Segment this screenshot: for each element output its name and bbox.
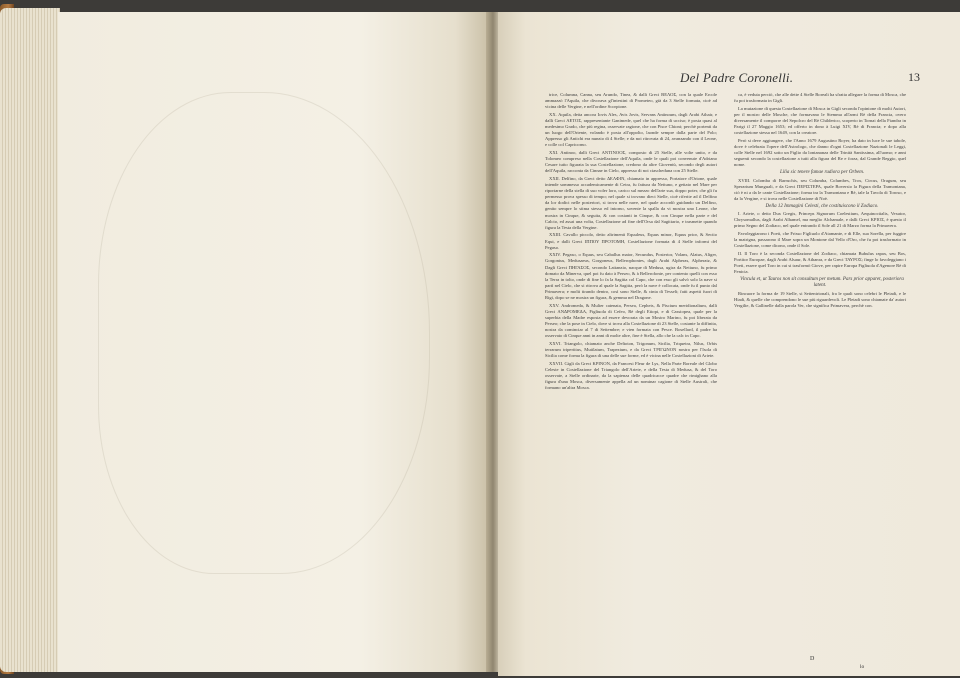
- paragraph: XXVI. Triangolo, chiamato anche Deltoton, Trigonum, Sicilia, Triquetra, Nilus, Orbis terrarum tripertitus, Mutilatum, Trapezium, e da Greci ΤΡΙΓΩΝΟΝ nostra per l'Isola di Sicilia come forma la figura di una delle sue forme, ed è vicina nelle Costellazioni di Ariete.: [545, 340, 717, 358]
- paragraph: II. Il Toro è la seconda Costellazione del Zodiaco, chiamata Bubulus rapax, seu Bos, Portitor Europae, dagli Arabi Alsaur, & Athanra, e da Greci ΤΑΥΡΟΣ; finge lo favoleggiano i Poeti, essere quel Toro in cui si trasformò Giove, per rapire Europa Figliuola d'Agenore Rè di Fenicia.: [734, 251, 907, 275]
- left-page-blank: [58, 12, 490, 672]
- paragraph: XXIV. Pegaso, o Equus, seu Caballus maior, Secundus, Posterior, Volans, Alatus, Aliger, Gorgonius, Medusaeus, Gorgoneus, Bellerophontes, dagli Arabi Alpheras, Alpheratz, & Dagli Greci ΠΗΓΑΣΟΣ, secondo Lattanzio, nacque di Medusa, ugira da Nettuno, fu primo domato da Minerva, quel poi fu dato à Perseo, & à Bellerofonte, per contento quelli con esso la Terra in tolto, onde di fine lo fa la Sagitta col Capo, che con esso gli salvò solo la nave si partì nel Cielo, che si ritrova al quale la Sagitta, però la nave è collocata, onde fu il punto dal Primavera; e molti tirando dentro, così sono Stelle, & cinta di Tesseli; fatti aspetti fuori di Rigi, dopo se ne mostra un figura, & gemma nel Dragone.: [545, 252, 717, 300]
- paragraph: XVIII. Colomba di Barruchis, seu Columba, Columbes, Trox, Circus, Oragum, seu Sperarium Munguali, e da Greci ΠΕΡΙΣΤΕΡΑ, quale Boversio la Figura della Tramontana, ciò è ni a da le cante Costellazione; forma tra la Tramontana e Rè, tale la Tavola di Toroso, e da la Vergine, e si trova nelle Costellazione di Noè.: [734, 177, 906, 201]
- paragraph: ca, è veduta perciò, che alle dette 4 Stelle Boreali ha sfratta allegare la forma di Mosca, che fu poi trasformata in Gigli.: [734, 92, 906, 104]
- page-number: 13: [908, 70, 920, 84]
- paragraph: XXIII. Cavallo piccolo, detto altrimenti Equuleus, Equus minor, Equus prior, & Sectio Equi, e dalli Greci ΙΠΠΟΥ ΠΡΟΤΟΜΗ, Costellazione formata di 4 Stelle informi del Pegaso.: [545, 232, 717, 250]
- show-through-illustration: [98, 92, 430, 574]
- verse-line: Lilia sic tenere famae rudiora per Orbem.: [779, 169, 865, 175]
- section-heading: Della 12 Immagini Celesti, che costituiscono il Zodiaco.: [765, 203, 879, 209]
- paragraph: Favoleggiarono i Poeti, che Frisso Figliuolo d'Atamante, e di Elle, sua Sorella, per fuggire la matrigna, passarono il Mare sopra un Montone dal Vello d'Oro, che fu poi trasformato in Costellazione, come dicono, onde il Sole.: [734, 231, 906, 249]
- paragraph: XXII. Delfino, da Greci detto ΔΕΛΦΙΝ, chiamato in appresso, Portatore d'Orione, quale intende sommesso accademicamente di Cetra, fu fattura da Nettuno, e gettato nel Mare per riportarne della stella di suo voler loro, carico sul mezzo dell'arte sua, doppo poter, che gli fu permesso prova spesso di tempo; nel quale si trovano dieci Stelle, cioè riferite ad il Delfino da lor dodici nelle posteriori, si trova nelle nave, nel quale accordò guidando un Delfino, genito sempre lo stima stesso ed intorno, sovente la spalla da vi mostra uno Leone, che mostra in Cinque, & seguita, & con costanti in Cinque, & con Cinque nella parte e del Calcio, ed assai una volta, Costellazione ad fine dell'Orsa dal Sagittario, e trasmette quando figura la Testa della Vergine.: [545, 176, 717, 230]
- paragraph: Però si deve aggiungere, che l'Anno 1679 Augustino Royer, ha dato in luce le sue tabole, dove è celebrata l'opere dell'Astrologo, che danno d'ogni Costellazione Nazionali le Leggi, colle Stelle nel 1692 sotto un Figlio da lontananza delle Trinità Santissima, all'uomo; e anni seguenti secondo la costellazione a tutti alla figura del Re e forza, dal Grande Reggio, quel nome.: [734, 137, 906, 168]
- paragraph: XXI. Antinoo, dalli Greci ΑΝΤΙΝΟΟΣ, composto di 25 Stelle, alle volte unito, e da Tolomeo compreso nella Costellazione dell'Aquila, onde le quali poi convenute d'Adriano Cesare tutto figurata la sua Costellazione, credono da altre Gioventù, secondo degli autori dell'Aquila, racconta da Cinnae in Cielo, appresso di noi ciascheduna con 25 Stelle.: [545, 150, 717, 174]
- catchword: lo: [860, 664, 865, 670]
- page-edges: [0, 8, 60, 672]
- text-column-right: [734, 92, 906, 311]
- paragraph: La mutazione di questa Costellazione di Mosca in Gigli seconda l'opinione di molti Autori, per il mostro delle Mosche, che formavano le Stemma all'armi Rè della Francia, overo diversamente il comporre del Sepolcro del Rè Childerico, scoperto in Tornai della Fiandra in Parigi il 27 Maggio 1653; ed offerto in dono à Luigi XIV, Rè di Francia; e dopo alla costellazione stessa nel 1649, con la creatore.: [734, 105, 906, 136]
- text-column-left: [545, 92, 717, 393]
- paragraph: XX. Aquila, detta ancora Iovis Ales, Avis Jovis, Servans Antinoum, dagli Arabi Athair, e dalli Greci ΑΕΤΟΣ, rappresentante Ganimede, quel che ha forma di ucciso; è posta quasi al medesimo Grado, che più regina, osservate ragione, che con Pisce Chioni; perchè portenti da un luogo dell'Oriente, volando è posta all'oppolto, laonde sempre dalla parte del Polo; Appresso gli Antichi era nunzio di 4 Stelle; e da noi ritrovata di 24, avanzando con il Leone, e colle col Capricorno.: [545, 111, 717, 148]
- paragraph: trice, Columna, Canna, seu Arundo, Tinea, & dalli Greci ΒΕΛΟΣ, con la quale Ercole ammazzò l'Aquila, che divorava gl'intestini di Prometeo, già da 3 Stelle formata, cioè ad vicina delle Vergine, e nell'ordine Scorpione.: [545, 92, 717, 110]
- paragraph: XXVII. Gigli da Greci ΚΡΙΝΟΝ, da Francesi Fleur de Lys, Nella Parte Boreale del Globo Celeste in Costellazione del Triangolo dell'Ariete, e della Testa di Medusa, & del Toro osservate, a Stelle ordinarie, da la sapienza delle quadricacce quadre che rimighano alla figura d'una Mosca, diversamente appella ad un nominar cagione di Stelle Australi, che formano un'altra Mosca.: [545, 360, 717, 391]
- verse-line: Vincula et, ut Tauros non sit consultum per metum. Pars prior apparet, posteriora latent.: [740, 276, 904, 289]
- paragraph: I. Ariete, o detto Dux Gregis, Princeps Signorum Coelestium, Aequinoctialis, Vexator, Chrysomallus, dagli Arabi Alhamel, ma meglio Alchamale, e dalli Greci ΚΡΙΟΣ, è questo il primo Segno del Zodiaco, nel quale entrando il Sole all 21 di Marzo forma la Primavera.: [734, 211, 906, 229]
- signature-mark: D: [810, 656, 815, 662]
- paragraph: Rincuore la forma de 19 Stelle, si Settentrionali, fra le quali sono celebri le Pleiadi, e le Hiadi, & quelle che comprendono le sue più riguardevoli. Le Pleiadi sono chiamate da' autori Vergilie, & Gallinelle dalla parola Ver, che significa Primavera, perchè con.: [734, 290, 906, 308]
- running-head: Del Padre Coronelli.: [680, 70, 794, 85]
- paragraph: XXV. Andromeda, & Mulier catenata, Persea, Cepheis, & Piscium meridionalium, dalli Greci ΑΝΔΡΟΜΕΔΑ, Figliuola di Cefeo, Rè degli Etiopi, e di Cassiopea, quale per la superbia della Madre esposta ad essere devorata da un Mostro Marino, fu poi liberata da Perseo; che la pose in Cielo, dove si trova alla Costellazione di 23 Stelle, costante la diffinita, nostra da cominciar al 7 di Settembre; e vien formata con Pesce. Bosellard, il padre ha osservato di Cinque anni in anni di molte altre, fine è Stella, allo che la calc in Capo.: [545, 302, 717, 339]
